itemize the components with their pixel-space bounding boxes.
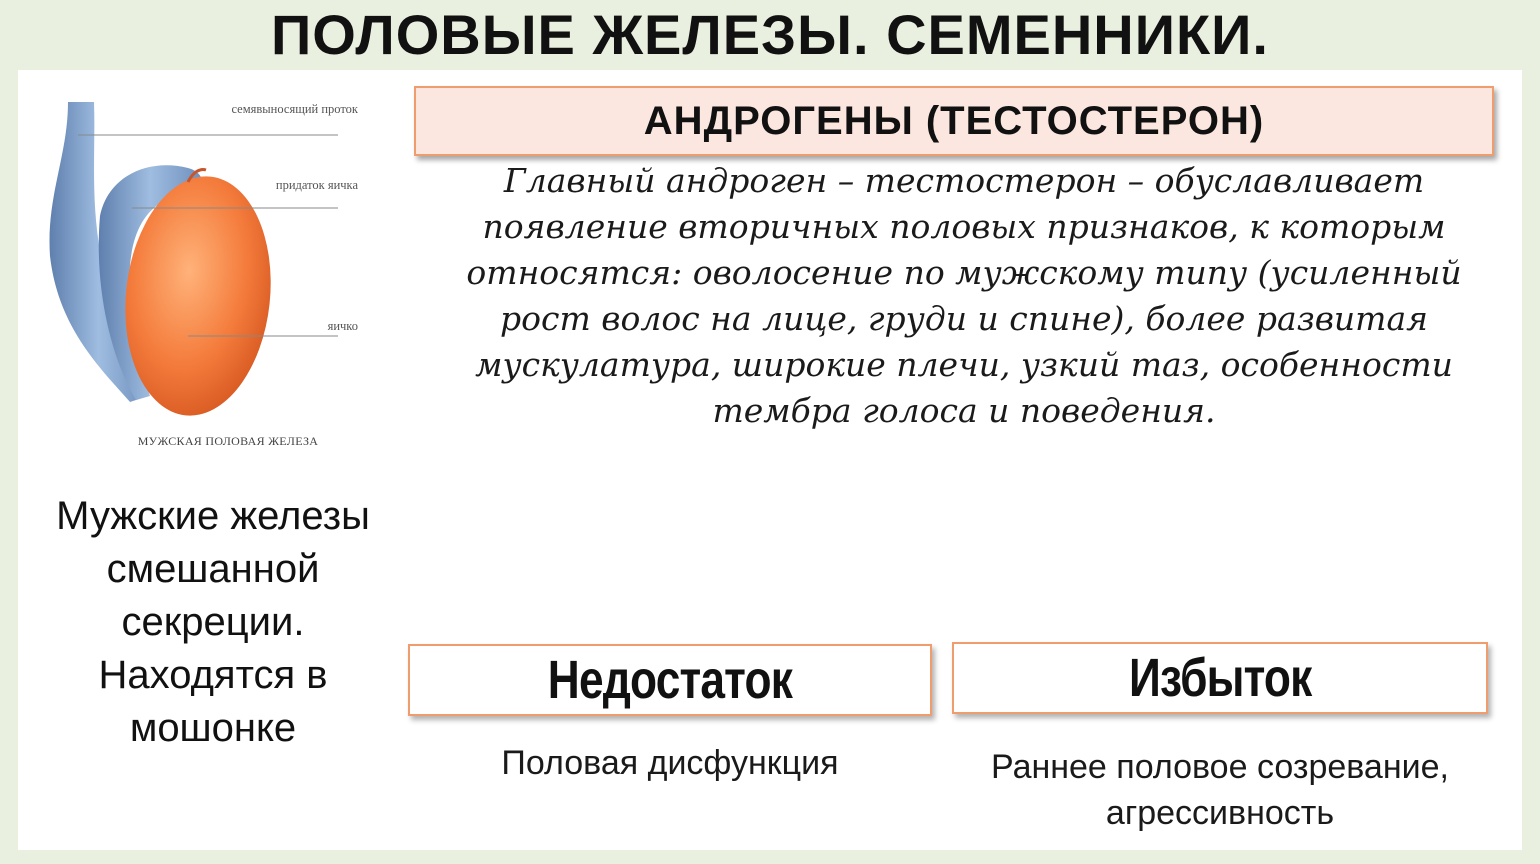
deficiency-box: [408, 644, 932, 716]
gland-description: Мужские железы смешанной секреции. Находятся в мошонке: [56, 494, 370, 750]
testis-diagram: [38, 96, 358, 448]
deficiency-label: Недостаток: [547, 650, 793, 710]
duct-label: семявыносящий проток: [231, 102, 358, 116]
hormone-header: [414, 86, 1494, 156]
hormone-description: Главный андроген – тестостерон – обуславливает появление вторичных половых признаков, к которым относятся: оволосение по мужскому типу (усиленный рост волос на лице, груди и спине), более развитая мускулатура, широкие плечи, узкий таз, особенности тембра голоса и поведения.: [466, 161, 1462, 430]
deficiency-effect: Половая дисфункция: [501, 744, 839, 782]
testis-illustration: [38, 96, 358, 436]
diagram-caption: МУЖСКАЯ ПОЛОВАЯ ЖЕЛЕЗА: [137, 434, 319, 448]
testis-label: яичко: [327, 319, 358, 333]
excess-effect: Раннее половое созревание, агрессивность: [991, 748, 1449, 832]
excess-label: Избыток: [1128, 648, 1312, 708]
epididymis-label: придаток яичка: [275, 178, 358, 192]
excess-box: [952, 642, 1488, 714]
content-panel: [18, 70, 1522, 850]
page-title: ПОЛОВЫЕ ЖЕЛЕЗЫ. СЕМЕННИКИ.: [271, 3, 1269, 66]
hormone-header-text: АНДРОГЕНЫ (ТЕСТОСТЕРОН): [643, 98, 1265, 143]
